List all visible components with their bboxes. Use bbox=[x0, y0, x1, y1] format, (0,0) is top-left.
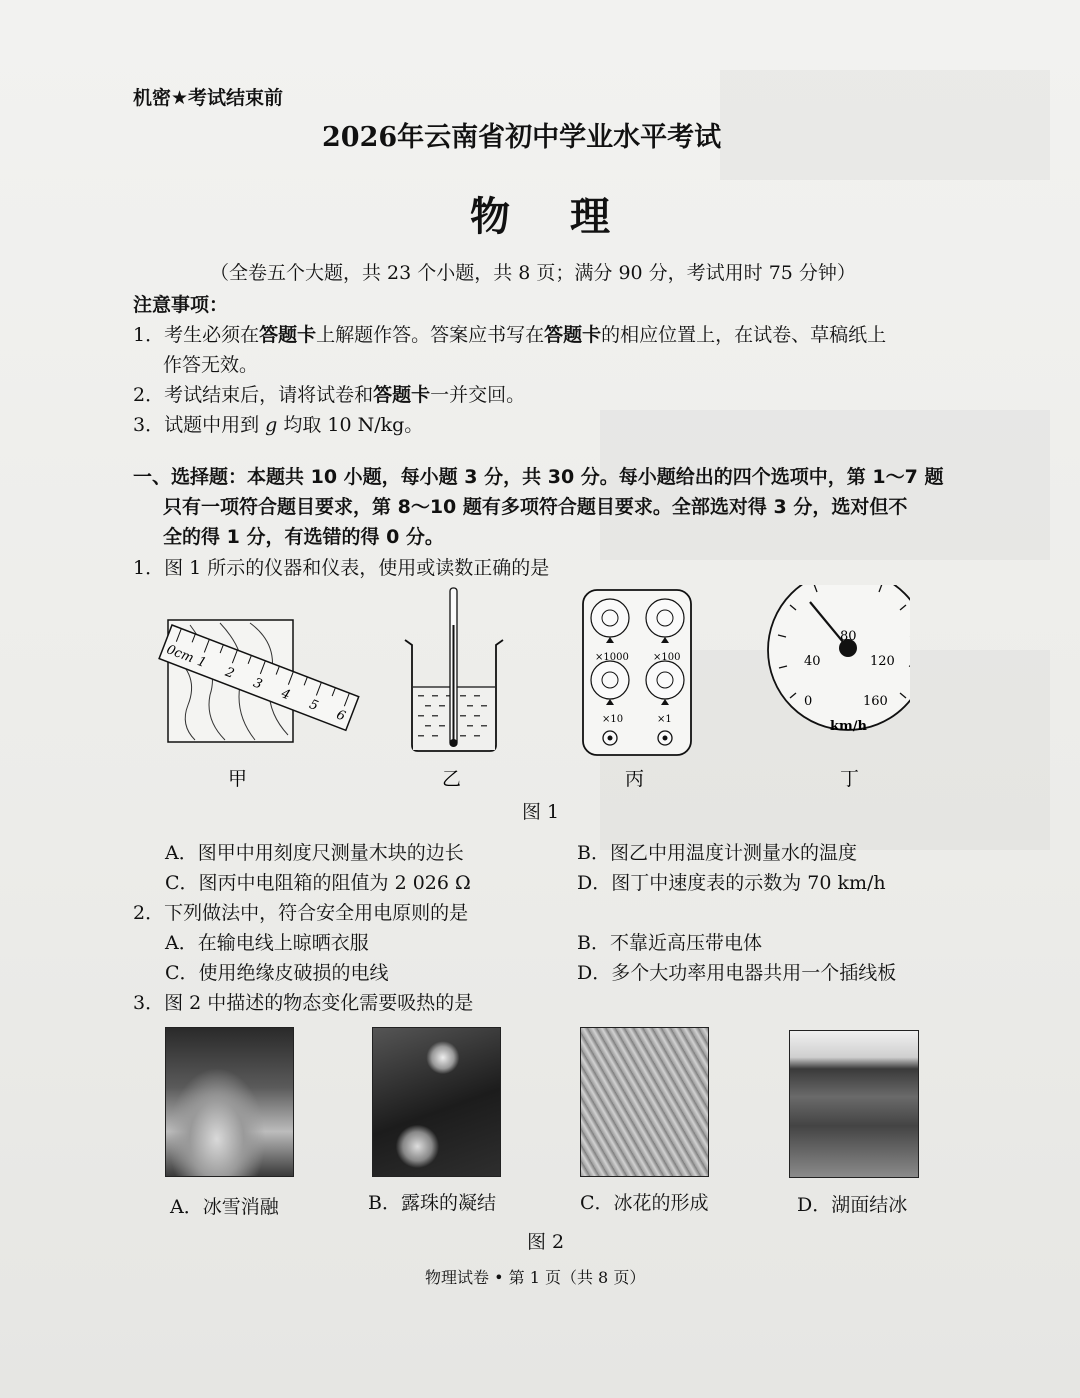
q3-option-d: D．湖面结冰 bbox=[797, 1194, 908, 1216]
multiplier-label: ×100 bbox=[653, 652, 681, 663]
section1-title: 一、选择题：本题共 10 小题，每小题 3 分，共 30 分。每小题给出的四个选项中，第 1～7 题 bbox=[133, 466, 944, 488]
subject-title: 物理 bbox=[470, 193, 670, 240]
q1-option-a: A．图甲中用刻度尺测量木块的边长 bbox=[165, 842, 464, 864]
q3-stem: 3．图 2 中描述的物态变化需要吸热的是 bbox=[133, 992, 474, 1014]
notice-num: 3． bbox=[133, 414, 165, 436]
exam-title: 2026年云南省初中学业水平考试 bbox=[322, 122, 722, 153]
speed-tick-label: 120 bbox=[870, 654, 895, 669]
photo-dew-drops bbox=[372, 1027, 501, 1177]
answer-card-term: 答题卡 bbox=[259, 324, 317, 346]
confidential-label: 机密★考试结束前 bbox=[133, 87, 284, 109]
exam-info: （全卷五个大题，共 23 个小题，共 8 页；满分 90 分，考试用时 75 分钟） bbox=[210, 262, 856, 284]
bleed-through bbox=[720, 70, 1050, 180]
notice-text: 试题中用到 bbox=[164, 414, 266, 436]
multiplier-label: ×1 bbox=[657, 714, 672, 725]
q2-stem: 2．下列做法中，符合安全用电原则的是 bbox=[133, 902, 469, 924]
multiplier-label: ×1000 bbox=[595, 652, 629, 663]
q1-stem: 1．图 1 所示的仪器和仪表，使用或读数正确的是 bbox=[133, 557, 550, 579]
answer-card-term: 答题卡 bbox=[373, 384, 431, 406]
ruler-tick-label: 4 bbox=[279, 686, 293, 704]
q2-option-d: D．多个大功率用电器共用一个插线板 bbox=[577, 962, 897, 984]
notice-heading: 注意事项： bbox=[133, 294, 229, 316]
q2-option-c: C．使用绝缘皮破损的电线 bbox=[165, 962, 389, 984]
wood-block-ruler bbox=[159, 620, 359, 742]
speedometer bbox=[768, 585, 910, 734]
figure-label-jia: 甲 bbox=[228, 768, 248, 790]
answer-card-term: 答题卡 bbox=[544, 324, 602, 346]
notice-text: 考生必须在 bbox=[164, 324, 260, 346]
q2-option-a: A．在输电线上晾晒衣服 bbox=[165, 932, 369, 954]
q3-option-a: A．冰雪消融 bbox=[170, 1196, 279, 1218]
notice-text: 均取 10 N/kg。 bbox=[277, 414, 424, 436]
photo-melting-snow bbox=[165, 1027, 294, 1177]
notice-item-2 bbox=[133, 380, 525, 407]
figure-label-bing: 丙 bbox=[625, 768, 645, 790]
figure-1-caption: 图 1 bbox=[522, 801, 560, 823]
q3-option-c: C．冰花的形成 bbox=[580, 1192, 709, 1214]
notice-num: 1． bbox=[133, 324, 165, 346]
q1-option-b: B．图乙中用温度计测量水的温度 bbox=[577, 842, 857, 864]
photo-ice-flowers bbox=[580, 1027, 709, 1177]
section1-line3: 全的得 1 分，有选错的得 0 分。 bbox=[163, 526, 444, 548]
notice-text: 上解题作答。答案应书写在 bbox=[316, 324, 545, 346]
figure-2-caption: 图 2 bbox=[527, 1231, 565, 1253]
section1-line2: 只有一项符合题目要求，第 8～10 题有多项符合题目要求。全部选对得 3 分，选对但不 bbox=[163, 496, 908, 518]
q3-option-b: B．露珠的凝结 bbox=[368, 1192, 496, 1214]
notice-item-3 bbox=[133, 410, 423, 437]
ruler-zero-label: 0cm bbox=[164, 642, 196, 667]
q2-option-b: B．不靠近高压带电体 bbox=[577, 932, 762, 954]
ruler-tick-label: 3 bbox=[251, 675, 265, 693]
figure-label-ding: 丁 bbox=[840, 768, 860, 790]
notice-text: 的相应位置上，在试卷、草稿纸上 bbox=[601, 324, 887, 346]
notice-text: 一并交回。 bbox=[430, 384, 526, 406]
ruler-tick-label: 6 bbox=[334, 707, 348, 725]
speed-tick-label: 80 bbox=[840, 629, 857, 644]
speed-unit-label: km/h bbox=[830, 719, 867, 734]
q1-option-c: C．图丙中电阻箱的阻值为 2 026 Ω bbox=[165, 872, 471, 894]
figure-1 bbox=[150, 585, 910, 795]
resistance-box bbox=[583, 590, 691, 755]
ruler-tick-label: 5 bbox=[307, 697, 321, 715]
q1-option-d: D．图丁中速度表的示数为 70 km/h bbox=[577, 872, 886, 894]
beaker-thermometer bbox=[405, 588, 503, 751]
notice-text: 考试结束后，请将试卷和 bbox=[164, 384, 374, 406]
page-footer: 物理试卷 • 第 1 页（共 8 页） bbox=[425, 1268, 646, 1287]
speed-tick-label: 40 bbox=[804, 654, 821, 669]
speed-tick-label: 160 bbox=[863, 694, 888, 709]
photo-frozen-lake bbox=[789, 1030, 919, 1178]
g-symbol: g bbox=[265, 414, 278, 436]
notice-item-1 bbox=[133, 320, 886, 347]
multiplier-label: ×10 bbox=[602, 714, 624, 725]
figure-label-yi: 乙 bbox=[442, 768, 462, 790]
speed-tick-label: 0 bbox=[804, 694, 813, 709]
notice-num: 2． bbox=[133, 384, 165, 406]
ruler-tick-label: 1 bbox=[195, 654, 209, 672]
ruler-tick-label: 2 bbox=[223, 664, 237, 682]
notice-item-1-cont: 作答无效。 bbox=[163, 354, 259, 376]
